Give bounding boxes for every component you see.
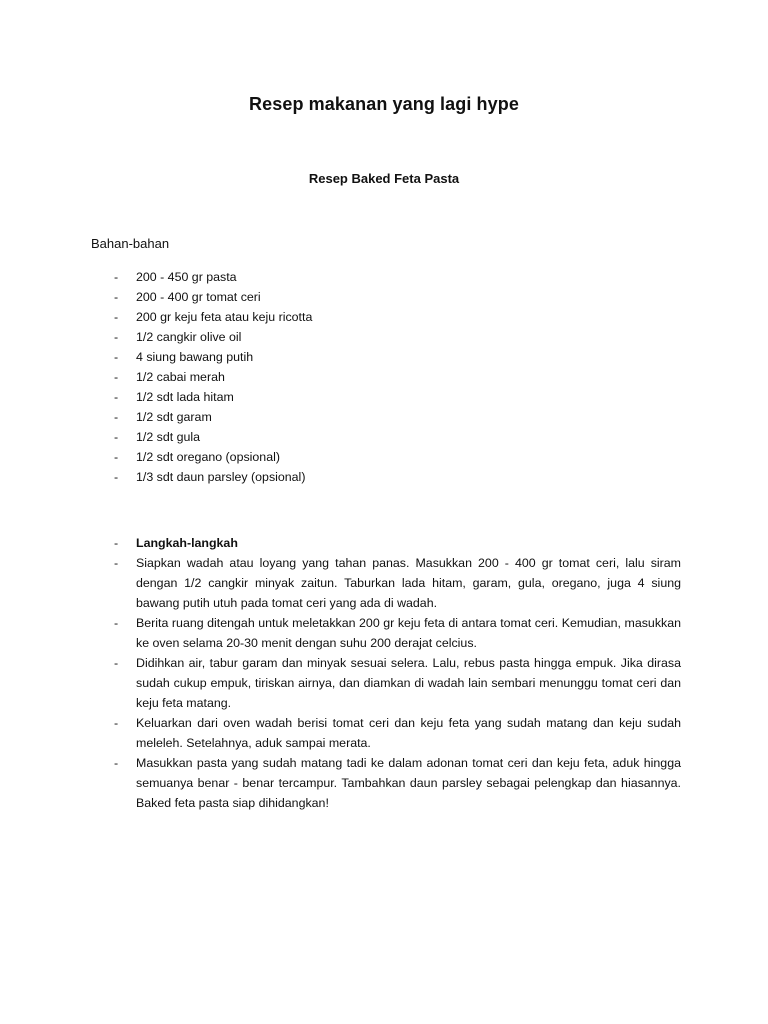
steps-heading-item	[91, 533, 681, 553]
ingredient-item	[91, 387, 681, 407]
ingredient-text: 1/2 sdt gula	[136, 430, 201, 444]
ingredients-heading: Bahan-bahan	[91, 236, 170, 251]
bullet-dash: -	[114, 290, 119, 304]
steps-heading: Langkah-langkah	[136, 536, 238, 550]
document-title: Resep makanan yang lagi hype	[249, 94, 519, 114]
ingredient-item	[91, 267, 681, 287]
bullet-dash: -	[114, 450, 119, 464]
step-text: Keluarkan dari oven wadah berisi tomat ceri dan keju feta yang sudah matang dan keju sudah meleleh. Setelahnya, aduk sampai merata.	[136, 716, 681, 750]
step-item	[91, 653, 681, 713]
bullet-dash: -	[114, 410, 119, 424]
step-item	[91, 713, 681, 753]
ingredient-text: 1/2 cabai merah	[136, 370, 225, 384]
ingredient-item	[91, 407, 681, 427]
step-item	[91, 613, 681, 653]
bullet-dash: -	[114, 756, 119, 770]
ingredient-text: 1/2 sdt garam	[136, 410, 212, 424]
bullet-dash: -	[114, 370, 119, 384]
ingredient-text: 4 siung bawang putih	[136, 350, 254, 364]
bullet-dash: -	[114, 330, 119, 344]
bullet-dash: -	[114, 656, 119, 670]
ingredient-text: 200 gr keju feta atau keju ricotta	[136, 310, 313, 324]
ingredient-item	[91, 287, 681, 307]
ingredient-item	[91, 427, 681, 447]
ingredient-text: 200 - 450 gr pasta	[136, 270, 237, 284]
ingredients-list	[91, 267, 681, 487]
step-text: Didihkan air, tabur garam dan minyak sesuai selera. Lalu, rebus pasta hingga empuk. Jika dirasa sudah cukup empuk, tiriskan airnya, dan diamkan di wadah lain sembari menunggu tomat ceri dan keju feta matang.	[136, 656, 681, 710]
bullet-dash: -	[114, 716, 119, 730]
bullet-dash: -	[114, 556, 119, 570]
ingredient-item	[91, 467, 681, 487]
bullet-dash: -	[114, 616, 119, 630]
bullet-dash: -	[114, 310, 119, 324]
bullet-dash: -	[114, 390, 119, 404]
step-text: Siapkan wadah atau loyang yang tahan panas. Masukkan 200 - 400 gr tomat ceri, lalu siram dengan 1/2 cangkir minyak zaitun. Taburkan lada hitam, garam, gula, oregano, juga 4 siung bawang putih utuh pada tomat ceri yang ada di wadah.	[136, 556, 681, 610]
ingredient-item	[91, 367, 681, 387]
bullet-dash: -	[114, 270, 119, 284]
step-text: Masukkan pasta yang sudah matang tadi ke dalam adonan tomat ceri dan keju feta, aduk hingga semuanya benar - benar tercampur. Tambahkan daun parsley sebagai pelengkap dan hiasannya. Baked feta pasta siap dihidangkan!	[136, 756, 681, 810]
recipe-title: Resep Baked Feta Pasta	[308, 171, 460, 186]
ingredient-text: 200 - 400 gr tomat ceri	[136, 290, 261, 304]
ingredient-text: 1/2 cangkir olive oil	[136, 330, 242, 344]
ingredient-text: 1/2 sdt lada hitam	[136, 390, 234, 404]
step-item	[91, 553, 681, 613]
bullet-dash: -	[114, 430, 119, 444]
steps-list	[91, 533, 681, 813]
ingredient-item	[91, 447, 681, 467]
step-text: Berita ruang ditengah untuk meletakkan 200 gr keju feta di antara tomat ceri. Kemudian, masukkan ke oven selama 20-30 menit dengan suhu 200 derajat celcius.	[136, 616, 681, 650]
ingredient-item	[91, 347, 681, 367]
bullet-dash: -	[114, 470, 119, 484]
ingredient-text: 1/3 sdt daun parsley (opsional)	[136, 470, 306, 484]
ingredient-item	[91, 327, 681, 347]
ingredient-text: 1/2 sdt oregano (opsional)	[136, 450, 280, 464]
ingredient-item	[91, 307, 681, 327]
step-item	[91, 753, 681, 813]
bullet-dash: -	[114, 536, 119, 550]
bullet-dash: -	[114, 350, 119, 364]
